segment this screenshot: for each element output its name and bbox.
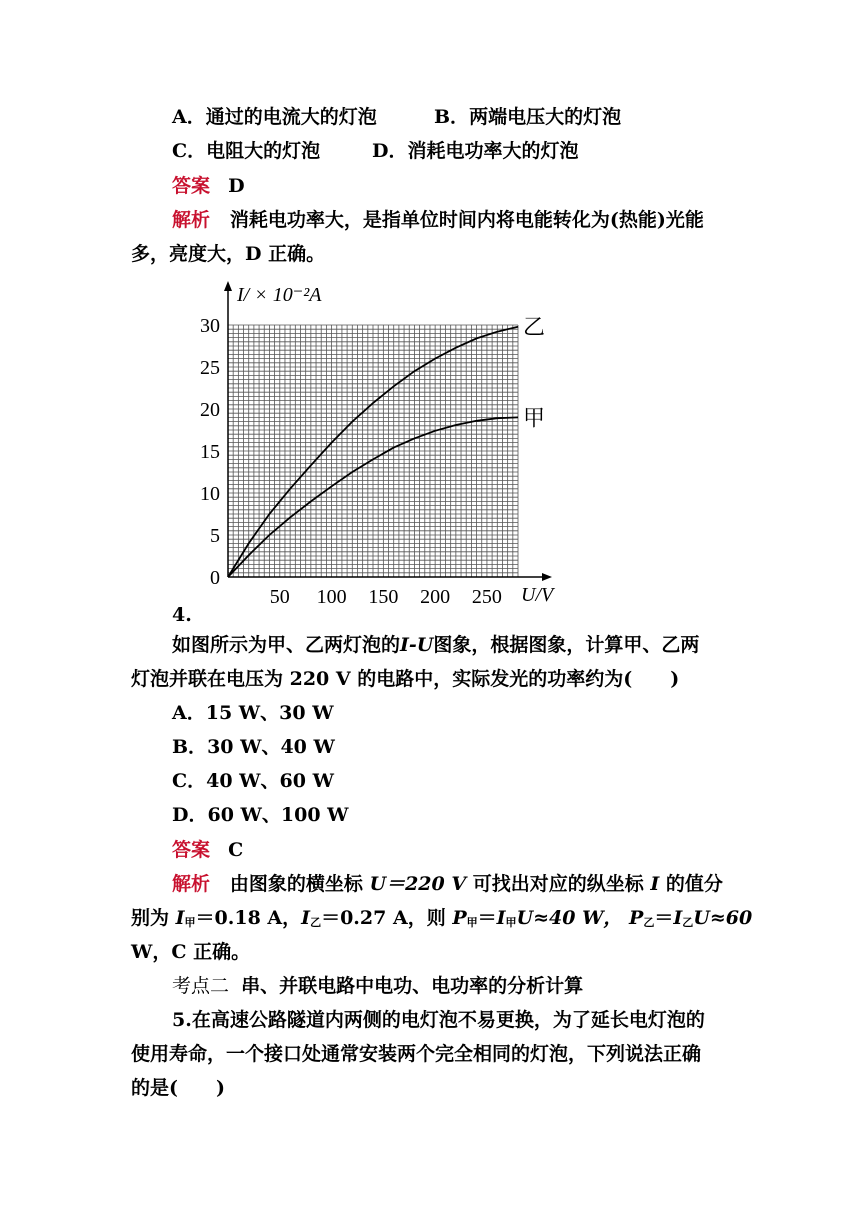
q5-stem-line2: 使用寿命，一个接口处通常安装两个完全相同的灯泡，下列说法正确 xyxy=(131,1043,702,1065)
q4-answer: 答案 C xyxy=(172,839,244,861)
q3-analysis-line1: 解析 消耗电功率大，是指单位时间内将电能转化为(热能)光能 xyxy=(172,209,704,231)
x-tick-label: 100 xyxy=(316,586,347,608)
x-tick-label: 250 xyxy=(471,586,502,608)
y-tick-label: 10 xyxy=(200,483,220,505)
y-tick-label: 5 xyxy=(210,525,220,547)
y-axis-label: I/ × 10⁻²A xyxy=(237,284,322,306)
q5-stem-line3: 的是( ) xyxy=(131,1077,225,1099)
series-label-2: 甲 xyxy=(523,405,546,431)
q3-answer: 答案 D xyxy=(172,175,245,197)
q4-option-d: D．60 W、100 W xyxy=(172,804,349,826)
iu-chart xyxy=(185,275,585,615)
y-tick-label: 25 xyxy=(200,357,220,379)
y-tick-label: 0 xyxy=(210,567,220,589)
y-tick-label: 15 xyxy=(200,441,220,463)
q3-option-b: B．两端电压大的灯泡 xyxy=(434,106,622,128)
q3-option-c: C．电阻大的灯泡 xyxy=(172,140,321,162)
x-tick-label: 150 xyxy=(368,586,399,608)
q4-number: 4. xyxy=(172,604,192,626)
y-tick-label: 20 xyxy=(200,399,220,421)
q4-analysis-line2: 别为 I甲＝0.18 A，I乙＝0.27 A，则 P甲＝I甲U≈40 W， P乙＝I乙U≈60 xyxy=(131,907,753,929)
q3-analysis-line2: 多，亮度大，D 正确。 xyxy=(131,243,326,265)
x-axis-label: U/V xyxy=(521,584,554,606)
q4-stem-line2: 灯泡并联在电压为 220 V 的电路中，实际发光的功率约为( ) xyxy=(131,668,680,690)
section-title: 考点二 串、并联电路中电功、电功率的分析计算 xyxy=(172,975,584,997)
q5-stem-line1: 5.在高速公路隧道内两侧的电灯泡不易更换，为了延长电灯泡的 xyxy=(172,1009,705,1031)
x-tick-label: 200 xyxy=(420,586,451,608)
q4-option-c: C．40 W、60 W xyxy=(172,770,334,792)
chart-grid xyxy=(228,325,518,577)
q4-stem-line1: 如图所示为甲、乙两灯泡的I-U图象，根据图象，计算甲、乙两 xyxy=(172,634,700,656)
y-tick-label: 30 xyxy=(200,315,220,337)
q3-option-d: D．消耗电功率大的灯泡 xyxy=(372,140,579,162)
y-axis-arrow xyxy=(224,281,232,291)
x-axis-arrow xyxy=(542,573,552,581)
q4-option-a: A．15 W、30 W xyxy=(172,702,334,724)
series-label-1: 乙 xyxy=(523,314,546,340)
q4-option-b: B．30 W、40 W xyxy=(172,736,335,758)
q4-analysis-line1: 解析 由图象的横坐标 U＝220 V 可找出对应的纵坐标 I 的值分 xyxy=(172,873,723,895)
x-tick-label: 50 xyxy=(269,586,290,608)
q4-analysis-line3: W，C 正确。 xyxy=(131,941,251,963)
q3-option-a: A．通过的电流大的灯泡 xyxy=(172,106,377,128)
